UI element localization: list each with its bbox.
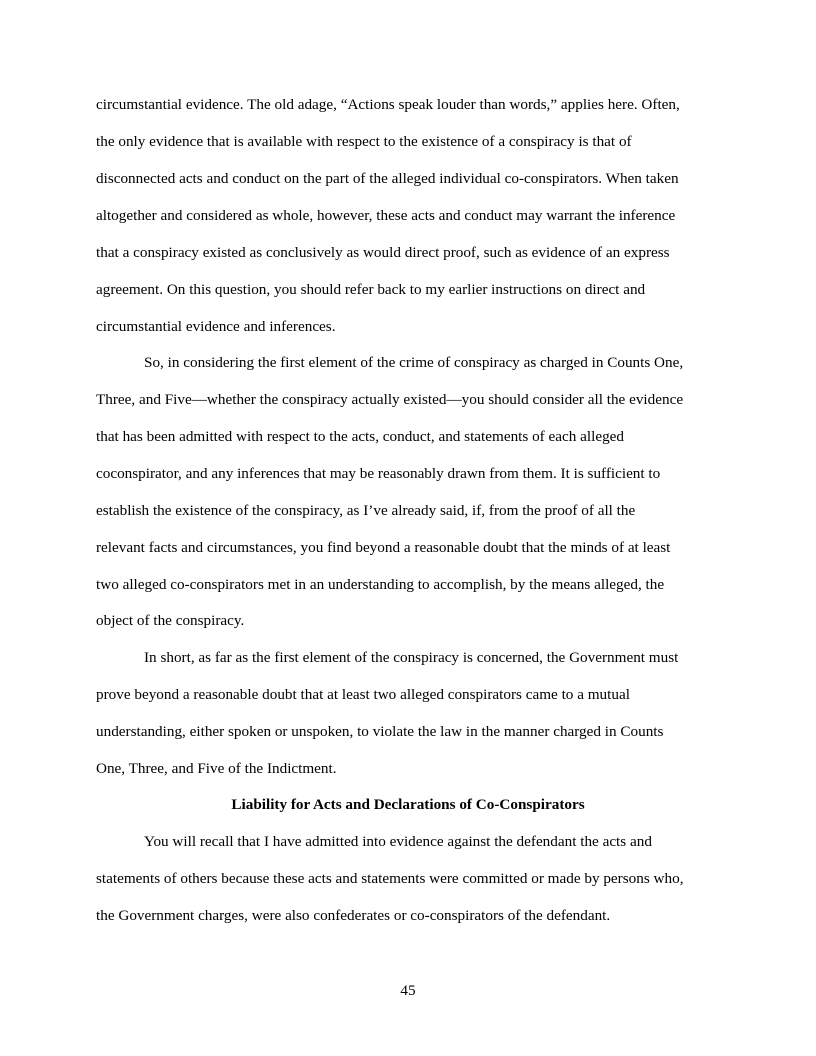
text-line: altogether and considered as whole, however, these acts and conduct may warrant the inference bbox=[96, 207, 676, 224]
section-heading: Liability for Acts and Declarations of Co-Conspirators bbox=[231, 796, 585, 813]
text-line: understanding, either spoken or unspoken, to violate the law in the manner charged in Counts bbox=[96, 723, 664, 740]
text-line: circumstantial evidence and inferences. bbox=[96, 318, 336, 335]
text-line: the only evidence that is available with respect to the existence of a conspiracy is that of bbox=[96, 133, 632, 150]
text-line: that a conspiracy existed as conclusively as would direct proof, such as evidence of an express bbox=[96, 244, 670, 261]
page-number: 45 bbox=[400, 982, 416, 999]
text-line: One, Three, and Five of the Indictment. bbox=[96, 760, 337, 777]
text-line: In short, as far as the first element of the conspiracy is concerned, the Government must bbox=[144, 649, 679, 666]
text-line: two alleged co-conspirators met in an understanding to accomplish, by the means alleged, the bbox=[96, 576, 665, 593]
text-line: establish the existence of the conspiracy, as I’ve already said, if, from the proof of all the bbox=[96, 502, 636, 519]
text-line: You will recall that I have admitted into evidence against the defendant the acts and bbox=[144, 833, 652, 850]
text-line: object of the conspiracy. bbox=[96, 612, 245, 629]
text-line: statements of others because these acts and statements were committed or made by persons who, bbox=[96, 870, 684, 887]
text-line: prove beyond a reasonable doubt that at least two alleged conspirators came to a mutual bbox=[96, 686, 630, 703]
text-line: So, in considering the first element of the crime of conspiracy as charged in Counts One, bbox=[144, 354, 684, 371]
text-line: relevant facts and circumstances, you find beyond a reasonable doubt that the minds of at least bbox=[96, 539, 671, 556]
text-line: coconspirator, and any inferences that may be reasonably drawn from them. It is sufficient to bbox=[96, 465, 661, 482]
text-line: that has been admitted with respect to the acts, conduct, and statements of each alleged bbox=[96, 428, 624, 445]
text-line: the Government charges, were also confederates or co-conspirators of the defendant. bbox=[96, 907, 611, 924]
text-line: disconnected acts and conduct on the part of the alleged individual co-conspirators. When taken bbox=[96, 170, 679, 187]
text-line: circumstantial evidence. The old adage, “Actions speak louder than words,” applies here. Often, bbox=[96, 96, 680, 113]
text-line: Three, and Five—whether the conspiracy actually existed—you should consider all the evidence bbox=[96, 391, 684, 408]
text-line: agreement. On this question, you should refer back to my earlier instructions on direct and bbox=[96, 281, 646, 298]
